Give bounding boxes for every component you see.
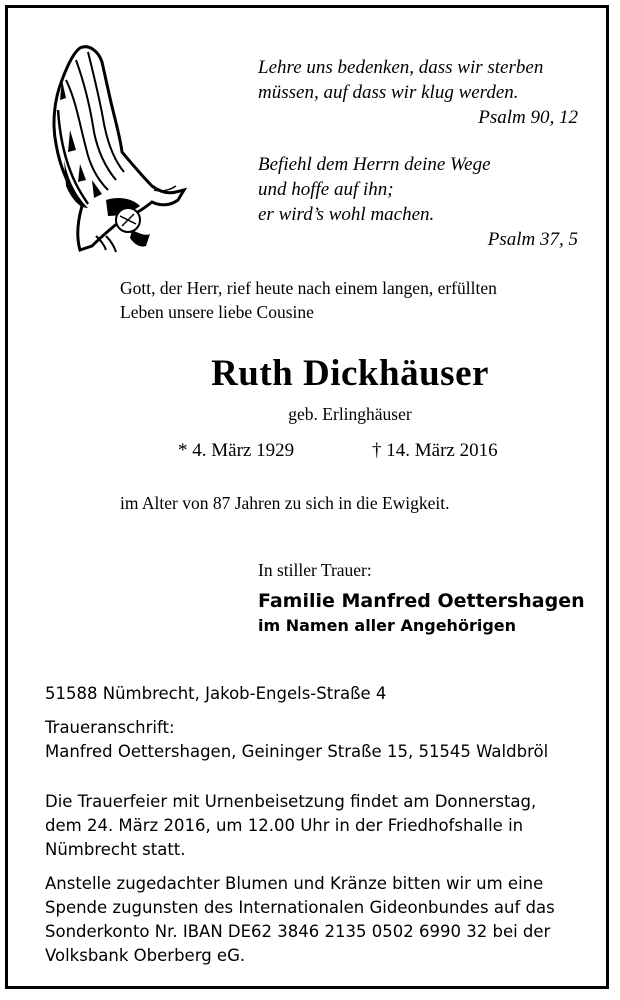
donation-line: Volksbank Oberberg eG.: [45, 946, 246, 965]
service-notice: [45, 790, 577, 862]
verse-line: und hoffe auf ihn;: [258, 179, 394, 200]
donation-line: Spende zugunsten des Internationalen Gideonbundes auf das: [45, 898, 555, 917]
praying-hands-icon: [36, 40, 196, 254]
service-line: dem 24. März 2016, um 12.00 Uhr in der Friedhofshalle in: [45, 816, 524, 835]
age-text: im Alter von 87 Jahren zu sich in die Ewigkeit.: [120, 493, 450, 513]
verse-line: Lehre uns bedenken, dass wir sterben: [258, 57, 544, 78]
verse-line: müssen, auf dass wir klug werden.: [258, 82, 519, 103]
mailing-address: Manfred Oettershagen, Geininger Straße 15, 51545 Waldbröl: [45, 742, 549, 761]
intro-text: [120, 276, 576, 324]
family-subline: im Namen aller Angehörigen: [258, 616, 517, 635]
mourning-label: In stiller Trauer:: [258, 560, 372, 580]
verse-line: er wird’s wohl machen.: [258, 204, 435, 225]
donation-line: Sonderkonto Nr. IBAN DE62 3846 2135 0502 6990 32 bei der: [45, 922, 551, 941]
birth-date: * 4. März 1929: [178, 440, 295, 461]
family-name: Familie Manfred Oettershagen: [258, 590, 585, 612]
service-line: Nümbrecht statt.: [45, 840, 186, 859]
bible-verse: [258, 55, 578, 130]
donation-line: Anstelle zugedachter Blumen und Kränze bitten wir um eine: [45, 874, 544, 893]
intro-line: Gott, der Herr, rief heute nach einem langen, erfüllten: [120, 278, 497, 298]
birth-name: geb. Erlinghäuser: [288, 404, 412, 424]
death-date: † 14. März 2016: [372, 440, 498, 461]
verse-reference: Psalm 37, 5: [487, 229, 578, 250]
mailing-address-block: [45, 716, 577, 764]
deceased-name: Ruth Dickhäuser: [211, 353, 489, 394]
donation-notice: [45, 872, 577, 968]
bible-verse: [258, 152, 578, 252]
service-line: Die Trauerfeier mit Urnenbeisetzung findet am Donnerstag,: [45, 792, 537, 811]
verse-reference: Psalm 90, 12: [478, 107, 578, 128]
address-line: 51588 Nümbrecht, Jakob-Engels-Straße 4: [45, 684, 387, 703]
verse-line: Befiehl dem Herrn deine Wege: [258, 154, 491, 175]
intro-line: Leben unsere liebe Cousine: [120, 302, 314, 322]
residence-address: [45, 682, 577, 706]
mailing-label: Traueranschrift:: [45, 718, 175, 737]
